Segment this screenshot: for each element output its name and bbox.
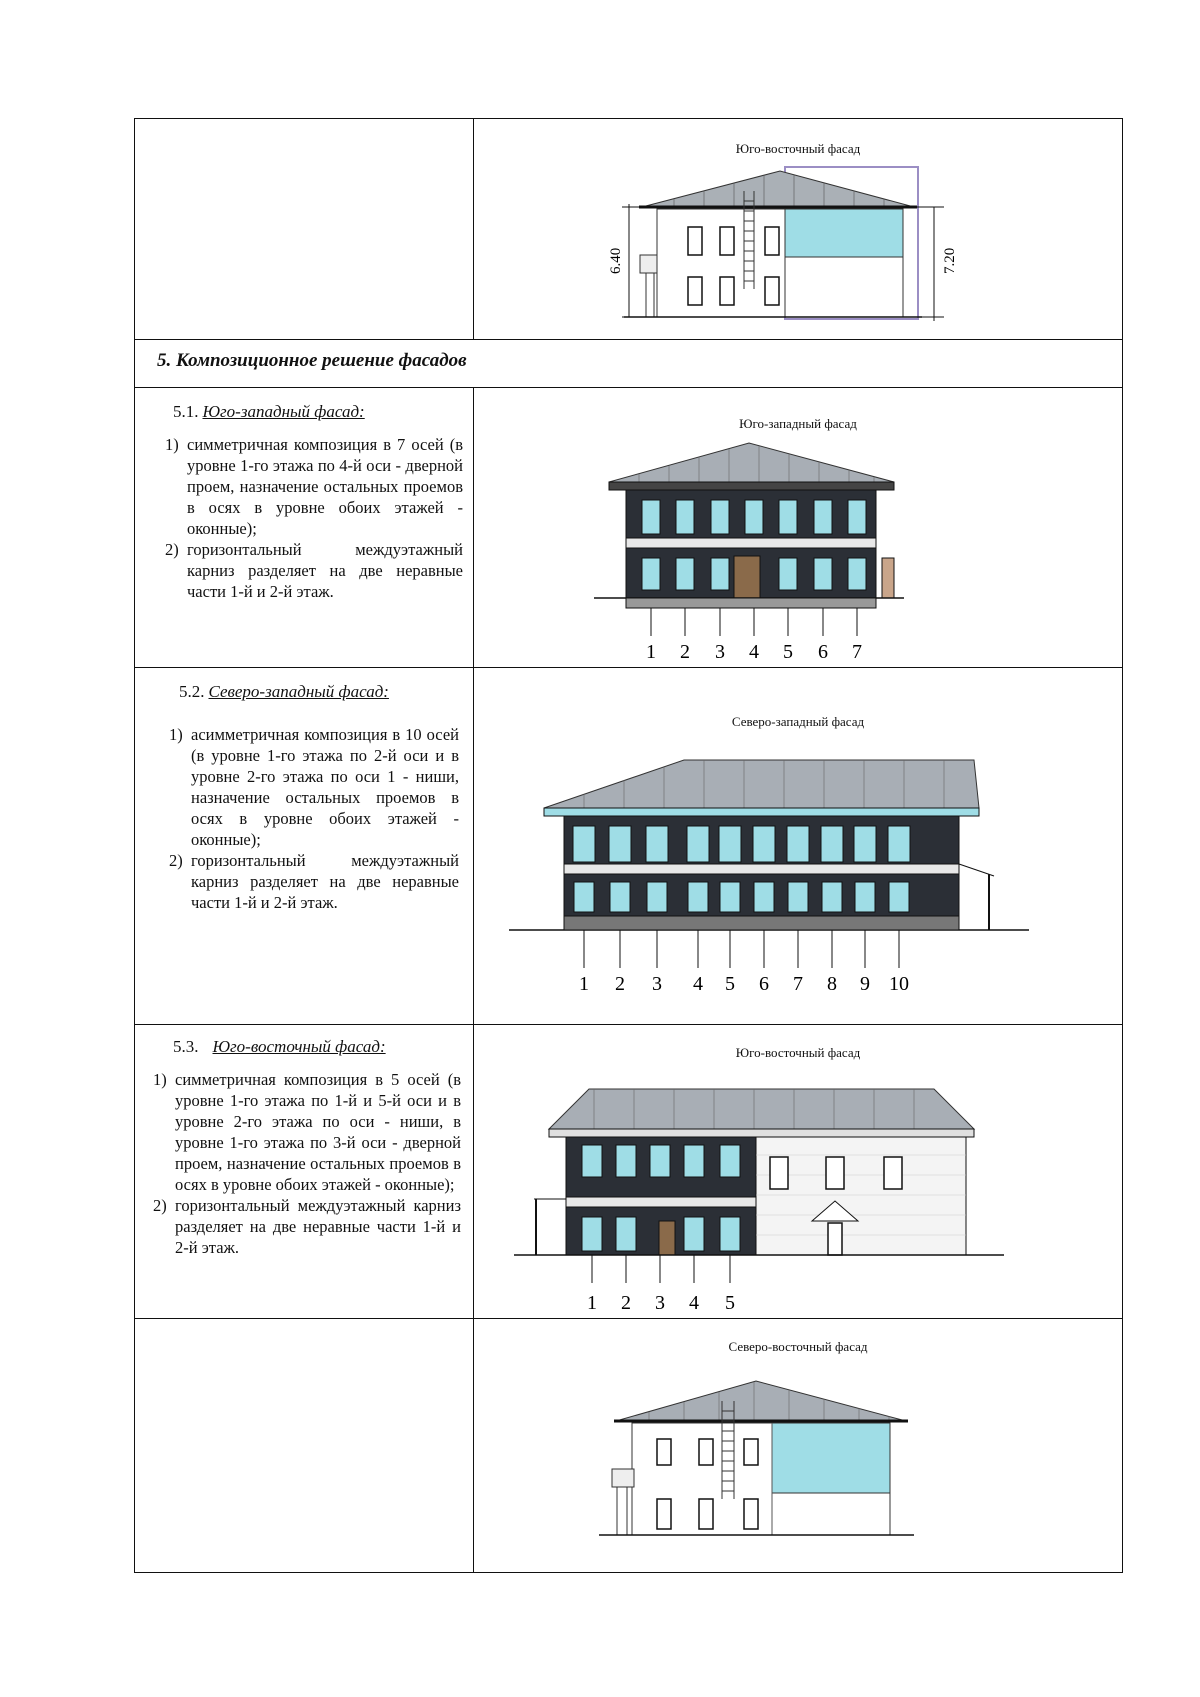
window: [779, 558, 797, 590]
window: [720, 1217, 740, 1251]
axis-label: 4: [749, 641, 759, 663]
subsection-heading: [135, 668, 473, 702]
subsection-number: 5.1.: [173, 402, 199, 421]
axis-label: 2: [615, 973, 625, 995]
wall-blue: [785, 209, 903, 257]
list-item: 2) горизонтальный междуэтажный карниз разделяет на две неравные части 1-й и 2-й этаж.: [165, 540, 463, 601]
axis-label: 8: [827, 973, 837, 995]
row-subsection-1: [135, 388, 1123, 668]
se-facade-small-drawing: [474, 119, 1122, 340]
window: [676, 558, 694, 590]
points-list: [165, 434, 463, 602]
window: [642, 558, 660, 590]
window: [647, 882, 667, 912]
subsection-heading: [135, 388, 473, 422]
dimension-left: 6.40: [608, 247, 624, 274]
window: [642, 500, 660, 534]
window: [650, 1145, 670, 1177]
axis-label: 3: [652, 973, 662, 995]
roof: [616, 1381, 906, 1421]
window: [582, 1217, 602, 1251]
list-item: 2) горизонтальный междуэтажный карниз разделяет на две неравные части 1-й и 2-й этаж.: [153, 1196, 461, 1257]
wall-lower-right: [785, 257, 903, 317]
sw-facade-drawing: [474, 388, 1122, 668]
window: [582, 1145, 602, 1177]
window: [787, 826, 809, 862]
row-bottom-figure: [135, 1319, 1123, 1573]
figure-cell-bottom: [474, 1319, 1123, 1573]
figure-cell-3: [474, 1025, 1123, 1319]
window: [610, 882, 630, 912]
window: [719, 826, 741, 862]
list-item: 1) симметричная композиция в 5 осей (в уровне 1-го этажа по 1-й и 5-й оси и в уровне 2-го этажа по оси - ниши, в уровне 1-го этажа по 3-й оси - дверной проем, назначение остальных проемов в осях в уровне обоих этажей - оконные);: [153, 1070, 461, 1194]
list-item: 1) симметричная композиция в 7 осей (в уровне 1-го этажа по 4-й оси - дверной проем, назначение остальных проемов в осях в уровне обоих этажей - оконные);: [165, 435, 463, 538]
row-top-figure: [135, 119, 1123, 340]
subsection-name: Северо-западный фасад:: [208, 682, 389, 701]
axis-label: 5: [783, 641, 793, 663]
list-item: 2) горизонтальный междуэтажный карниз разделяет на две неравные части 1-й и 2-й этаж.: [169, 851, 459, 912]
axis-label: 6: [818, 641, 828, 663]
ne-facade-drawing: [474, 1319, 1122, 1573]
roof: [609, 443, 894, 482]
window: [688, 882, 708, 912]
figure-cell-top: [474, 119, 1123, 340]
subsection-name: Юго-западный фасад:: [202, 402, 365, 421]
window: [822, 882, 842, 912]
window: [616, 1217, 636, 1251]
se-facade-drawing: [474, 1025, 1122, 1319]
text-cell-1: [135, 388, 474, 668]
row-subsection-2: [135, 668, 1123, 1025]
roof: [544, 760, 979, 808]
axis-label: 7: [852, 641, 862, 663]
row-section-title: [135, 340, 1123, 388]
window: [687, 826, 709, 862]
window: [711, 558, 729, 590]
subsection-name: Юго-восточный фасад:: [212, 1037, 386, 1056]
figure-title: Северо-восточный фасад: [728, 1339, 868, 1354]
window: [720, 882, 740, 912]
section-title-cell: [135, 340, 1123, 388]
subsection-number: 5.3.: [173, 1037, 199, 1056]
axis-label: 7: [793, 973, 803, 995]
window: [821, 826, 843, 862]
subsection-number: 5.2.: [179, 682, 205, 701]
section-title: 5. Композиционное решение фасадов: [157, 350, 467, 371]
window: [855, 882, 875, 912]
window: [745, 500, 763, 534]
plastered-wing: [756, 1137, 966, 1255]
window: [854, 826, 876, 862]
window: [848, 558, 866, 590]
empty-cell: [135, 119, 474, 340]
figure-title: Северо-западный фасад: [731, 714, 865, 729]
nw-facade-drawing: [474, 668, 1122, 1025]
points-list: [169, 724, 459, 913]
axis-label: 4: [693, 973, 703, 995]
empty-cell: [135, 1319, 474, 1573]
figure-title: Юго-восточный фасад: [735, 141, 861, 156]
roof: [642, 171, 914, 207]
entrance-door: [734, 556, 760, 598]
axis-label: 6: [759, 973, 769, 995]
axis-label: 1: [579, 973, 589, 995]
window: [814, 500, 832, 534]
window: [684, 1145, 704, 1177]
axis-label: 4: [689, 1292, 699, 1314]
window: [889, 882, 909, 912]
list-item: 1) асимметричная композиция в 10 осей (в уровне 1-го этажа по 2-й оси и в уровне 2-го этажа по оси 1 - ниши, назначение остальных проемов в осях в уровне обоих этажей - оконные);: [169, 725, 459, 849]
subsection-heading: [135, 1025, 473, 1057]
window: [779, 500, 797, 534]
roof: [549, 1089, 974, 1129]
window: [676, 500, 694, 534]
window: [573, 826, 595, 862]
window: [720, 1145, 740, 1177]
window: [711, 500, 729, 534]
axis-label: 1: [646, 641, 656, 663]
figure-title: Юго-восточный фасад: [735, 1045, 861, 1060]
window: [788, 882, 808, 912]
window: [684, 1217, 704, 1251]
text-cell-3: [135, 1025, 474, 1319]
axis-label: 5: [725, 973, 735, 995]
entrance-door: [659, 1221, 675, 1255]
axis-label: 10: [889, 973, 909, 995]
points-list: [153, 1069, 461, 1258]
window: [753, 826, 775, 862]
figure-title: Юго-западный фасад: [739, 416, 857, 431]
dimension-right: 7.20: [942, 247, 958, 274]
axis-label: 3: [655, 1292, 665, 1314]
figure-cell-1: [474, 388, 1123, 668]
window: [646, 826, 668, 862]
text-cell-2: [135, 668, 474, 1025]
facade-table: [134, 118, 1123, 1573]
axis-label: 2: [621, 1292, 631, 1314]
window: [574, 882, 594, 912]
axis-label: 1: [587, 1292, 597, 1314]
window: [754, 882, 774, 912]
axis-label: 2: [680, 641, 690, 663]
axis-label: 3: [715, 641, 725, 663]
window: [609, 826, 631, 862]
window: [814, 558, 832, 590]
window: [616, 1145, 636, 1177]
axis-label: 5: [725, 1292, 735, 1314]
row-subsection-3: [135, 1025, 1123, 1319]
window: [888, 826, 910, 862]
window: [848, 500, 866, 534]
wall-blue: [772, 1423, 890, 1493]
axis-label: 9: [860, 973, 870, 995]
figure-cell-2: [474, 668, 1123, 1025]
